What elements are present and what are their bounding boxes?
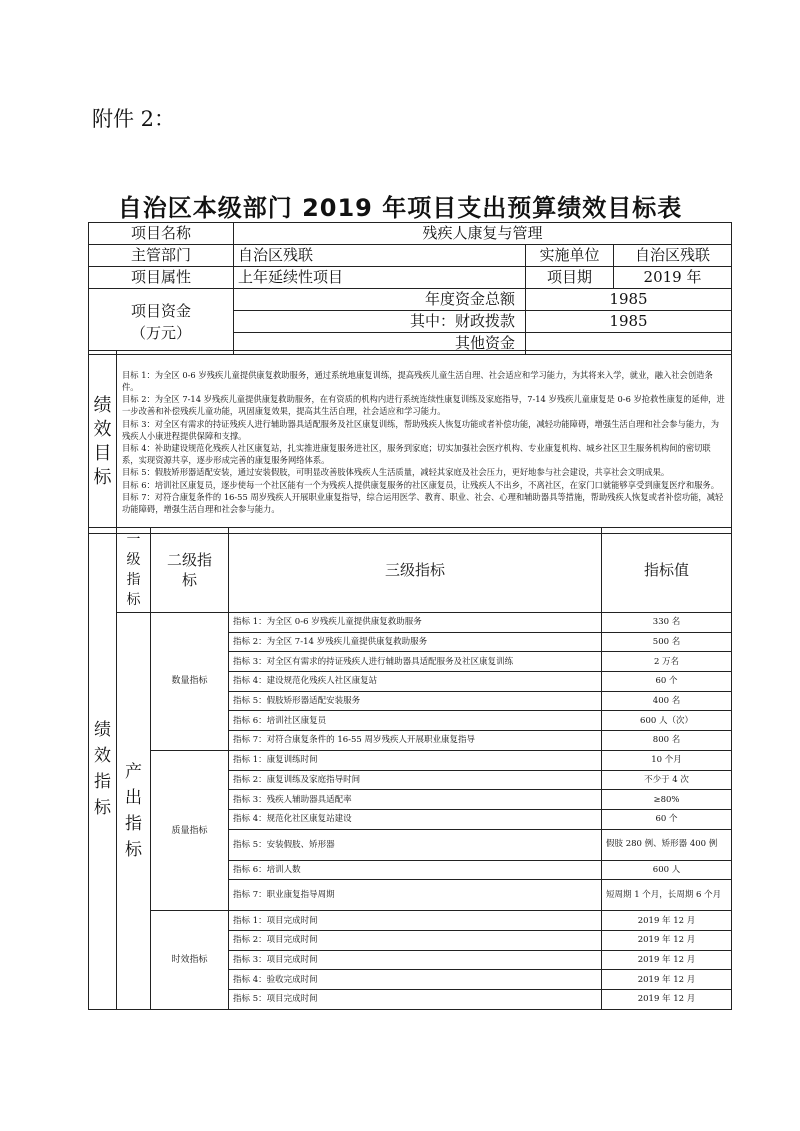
- indicator-name: 指标 2：康复训练及家庭指导时间: [229, 770, 602, 790]
- annual-total-value: 1985: [526, 289, 732, 311]
- project-info-table: [88, 222, 732, 355]
- indicator-value: 短周期 1 个月，长周期 6 个月: [602, 880, 732, 911]
- col2-line: 标: [181, 571, 197, 589]
- performance-goals-table: [88, 350, 732, 534]
- exec-unit-value: 自治区残联: [614, 245, 732, 267]
- goals-label-char: 效: [93, 419, 112, 440]
- fiscal-label: 其中：财政拨款: [234, 311, 526, 333]
- indicator-name: 指标 6：培训社区康复员: [229, 711, 602, 731]
- indicator-value: 600 人（次）: [602, 711, 732, 731]
- perf-label-char: 指: [94, 771, 111, 792]
- quality-indicator-label: 质量指标: [151, 750, 229, 910]
- indicator-value: 假肢 280 例、矫形器 400 例: [602, 829, 732, 860]
- col-level1-header: [117, 528, 151, 613]
- goal-item: 目标 1：为全区 0-6 岁残疾儿童提供康复救助服务，通过系统地康复训练，提高残疾儿童生活自理、社会适应和学习能力，为其将来入学，就业，融入社会创造条件。: [122, 369, 713, 392]
- indicator-value: 2019 年 12 月: [602, 950, 732, 970]
- indicator-name: 指标 4：建设规范化残疾人社区康复站: [229, 672, 602, 692]
- indicators-table: [88, 527, 732, 1010]
- indicator-value: 400 名: [602, 691, 732, 711]
- quantity-indicator-label: 数量指标: [151, 613, 229, 751]
- output-label-char: 指: [125, 813, 142, 834]
- indicator-value: 330 名: [602, 613, 732, 633]
- attachment-label: 附件 2：: [92, 107, 176, 131]
- indicator-name: 指标 5：项目完成时间: [229, 990, 602, 1010]
- indicator-name: 指标 3：对全区有需求的持证残疾人进行辅助器具适配服务及社区康复训练: [229, 652, 602, 672]
- indicator-row: [89, 750, 732, 770]
- attr-value: 上年延续性项目: [234, 267, 526, 289]
- perf-label-char: 标: [94, 797, 111, 818]
- goals-label-char: 绩: [93, 395, 112, 416]
- indicator-row: [89, 911, 732, 931]
- funds-cell: [89, 289, 234, 355]
- goal-item: 目标 6：培训社区康复员，逐步使每一个社区能有一个为残疾人提供康复服务的社区康复员，让残疾人不出乡，不离社区，在家门口就能够享受到康复医疗和服务。: [122, 479, 720, 490]
- indicator-value: 2019 年 12 月: [602, 911, 732, 931]
- funds-label: 项目资金: [130, 301, 191, 320]
- col-level3-header: 三级指标: [229, 528, 602, 613]
- indicator-name: 指标 7：对符合康复条件的 16-55 周岁残疾人开展职业康复指导: [229, 731, 602, 751]
- project-name-value: 残疾人康复与管理: [234, 223, 732, 245]
- output-label-char: 标: [125, 839, 142, 860]
- funds-unit: （万元）: [130, 323, 191, 342]
- goal-item: 目标 5：假肢矫形器适配安装，通过安装假肢，可明显改善肢体残疾人生活质量，减轻其家庭及社会压力，更好地参与社会建设，共享社会文明成果。: [122, 467, 670, 478]
- indicator-value: 600 人: [602, 860, 732, 880]
- output-label-char: 出: [125, 787, 142, 808]
- indicator-value: 10 个月: [602, 750, 732, 770]
- indicator-name: 指标 2：为全区 7-14 岁残疾儿童提供康复救助服务: [229, 632, 602, 652]
- attr-label: 项目属性: [89, 267, 234, 289]
- period-label: 项目期: [526, 267, 614, 289]
- col1-char: 标: [126, 592, 141, 608]
- indicator-value: 2 万名: [602, 652, 732, 672]
- indicator-row: [89, 613, 732, 633]
- goals-label: [89, 351, 117, 534]
- goals-label-char: 目: [93, 443, 112, 464]
- indicator-name: 指标 1：项目完成时间: [229, 911, 602, 931]
- goals-text: [117, 351, 732, 534]
- indicator-value: 2019 年 12 月: [602, 930, 732, 950]
- indicator-value: 800 名: [602, 731, 732, 751]
- timeliness-indicator-label: 时效指标: [151, 911, 229, 1009]
- fiscal-value: 1985: [526, 311, 732, 333]
- perf-label-char: 效: [94, 745, 111, 766]
- indicator-name: 指标 5：安装假肢、矫形器: [229, 829, 602, 860]
- col2-line: 二级指: [166, 551, 212, 569]
- other-funds-label: 其他资金: [234, 333, 526, 355]
- output-indicator-label: [117, 613, 151, 1010]
- indicator-value: 2019 年 12 月: [602, 970, 732, 990]
- indicator-value: 不少于 4 次: [602, 770, 732, 790]
- indicator-value: 2019 年 12 月: [602, 990, 732, 1010]
- page-title: 自治区本级部门 2019 年项目支出预算绩效目标表: [117, 194, 683, 222]
- indicator-name: 指标 3：残疾人辅助器具适配率: [229, 790, 602, 810]
- col1-char: 一: [126, 532, 141, 548]
- goal-item: 目标 4：补助建设规范化残疾人社区康复站，扎实推进康复服务进社区，服务到家庭；切实加强社会医疗机构、专业康复机构、城乡社区卫生服务机构间的密切联系，实现资源共享，逐步形成完善的康复服务网络体系。: [122, 443, 711, 466]
- dept-label: 主管部门: [89, 245, 234, 267]
- goal-item: 目标 7：对符合康复条件的 16-55 周岁残疾人开展职业康复指导，综合运用医学、教育、职业、社会、心理和辅助器具等措施，帮助残疾人恢复或者补偿功能，减轻功能障碍，增强生活自理和社会参与能力。: [122, 491, 724, 515]
- col-level2-header: [151, 528, 229, 613]
- indicator-name: 指标 4：验收完成时间: [229, 970, 602, 990]
- indicator-value: 60 个: [602, 672, 732, 692]
- blank-row: [89, 1009, 732, 1010]
- indicator-name: 指标 6：培训人数: [229, 860, 602, 880]
- col1-char: 级: [126, 552, 141, 568]
- goals-label-char: 标: [93, 467, 112, 488]
- exec-unit-label: 实施单位: [526, 245, 614, 267]
- output-label-char: 产: [125, 761, 142, 782]
- indicator-name: 指标 4：规范化社区康复站建设: [229, 809, 602, 829]
- indicator-value: 500 名: [602, 632, 732, 652]
- indicator-name: 指标 1：为全区 0-6 岁残疾儿童提供康复救助服务: [229, 613, 602, 633]
- annual-total-label: 年度资金总额: [234, 289, 526, 311]
- indicator-value: 60 个: [602, 809, 732, 829]
- period-value: 2019 年: [614, 267, 732, 289]
- indicator-name: 指标 2：项目完成时间: [229, 930, 602, 950]
- col1-char: 指: [126, 572, 141, 588]
- indicator-value: ≥80%: [602, 790, 732, 810]
- project-name-label: 项目名称: [89, 223, 234, 245]
- dept-value: 自治区残联: [234, 245, 526, 267]
- indicator-name: 指标 7：职业康复指导周期: [229, 880, 602, 911]
- indicator-name: 指标 1：康复训练时间: [229, 750, 602, 770]
- goal-item: 目标 2：为全区 7-14 岁残疾儿童提供康复救助服务，在有资质的机构内进行系统连续性康复训练及家庭指导，7-14 岁残疾儿童康复是 0-6 岁抢救性康复的延伸，进一步改善和补偿残疾儿童功能，巩固康复效果，提高其生活自理，社会适应和学习能力。: [122, 394, 725, 417]
- indicator-name: 指标 5：假肢矫形器适配安装服务: [229, 691, 602, 711]
- perf-label-char: 绩: [94, 719, 111, 740]
- col-value-header: 指标值: [602, 528, 732, 613]
- goal-item: 目标 3：对全区有需求的持证残疾人进行辅助器具适配服务及社区康复训练，帮助残疾人恢复功能或者补偿功能，减轻功能障碍，增强生活自理和社会参与能力，为残疾人小康进程提供保障和支撑。: [122, 418, 720, 441]
- indicator-name: 指标 3：项目完成时间: [229, 950, 602, 970]
- perf-indicator-label: [89, 528, 117, 1010]
